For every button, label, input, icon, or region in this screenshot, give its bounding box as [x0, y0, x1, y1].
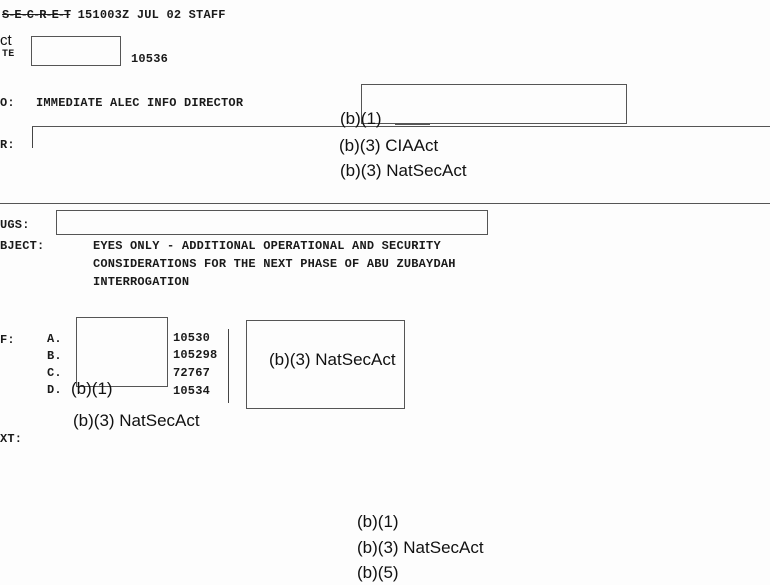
redaction-box-cable-id — [31, 36, 121, 66]
redaction-box-ref-left — [76, 317, 168, 387]
cable-number: 10536 — [131, 52, 169, 66]
ref-number-b: 105298 — [173, 348, 218, 362]
from-label: R: — [0, 138, 15, 152]
ref-letter-c: C. — [47, 366, 62, 380]
date-time-group: 151003Z JUL 02 STAFF — [77, 8, 226, 22]
slugs-label: UGS: — [0, 218, 30, 232]
subject-line-3: INTERROGATION — [93, 275, 190, 289]
redaction-note-bottom-2: (b)(3) NatSecAct — [357, 538, 484, 557]
to-label: O: — [0, 96, 15, 110]
ref-letter-b: B. — [47, 349, 62, 363]
redaction-box-slugs — [56, 210, 488, 235]
redaction-note-underline — [395, 124, 430, 125]
subject-line-2: CONSIDERATIONS FOR THE NEXT PHASE OF ABU ZUBAYDAH — [93, 257, 456, 271]
redaction-note-top-2: (b)(3) CIAAct — [339, 136, 439, 155]
subject-label: BJECT: — [0, 239, 45, 253]
ref-letter-d: D. — [47, 383, 62, 397]
subject-line-1: EYES ONLY - ADDITIONAL OPERATIONAL AND SECURITY — [93, 239, 441, 253]
classification-struck: S-E-C-R-E-T — [2, 8, 71, 22]
act-fragment: ct — [0, 32, 12, 49]
ref-letter-a: A. — [47, 332, 62, 346]
redaction-note-ref-left-1: (b)(1) — [71, 379, 113, 398]
refs-label: F: — [0, 333, 15, 347]
ite-fragment: TE — [2, 49, 15, 60]
ref-number-bar — [228, 329, 229, 403]
redaction-note-top-1: (b)(1) — [340, 109, 382, 128]
redaction-box-to — [361, 84, 627, 124]
redaction-note-top-3: (b)(3) NatSecAct — [340, 161, 467, 180]
ref-number-c: 72767 — [173, 366, 211, 380]
redaction-note-ref-left-2: (b)(3) NatSecAct — [73, 411, 200, 430]
ref-number-d: 10534 — [173, 384, 211, 398]
text-label: XT: — [0, 432, 23, 446]
from-divider — [32, 126, 33, 148]
redaction-note-bottom-1: (b)(1) — [357, 512, 399, 531]
to-value: IMMEDIATE ALEC INFO DIRECTOR — [36, 96, 244, 110]
redaction-note-ref-right: (b)(3) NatSecAct — [269, 350, 396, 369]
redaction-note-bottom-3: (b)(5) — [357, 563, 399, 582]
section-divider — [0, 203, 770, 204]
ref-number-a: 10530 — [173, 331, 211, 345]
from-redaction-rule — [32, 126, 770, 127]
header-line — [2, 8, 226, 22]
